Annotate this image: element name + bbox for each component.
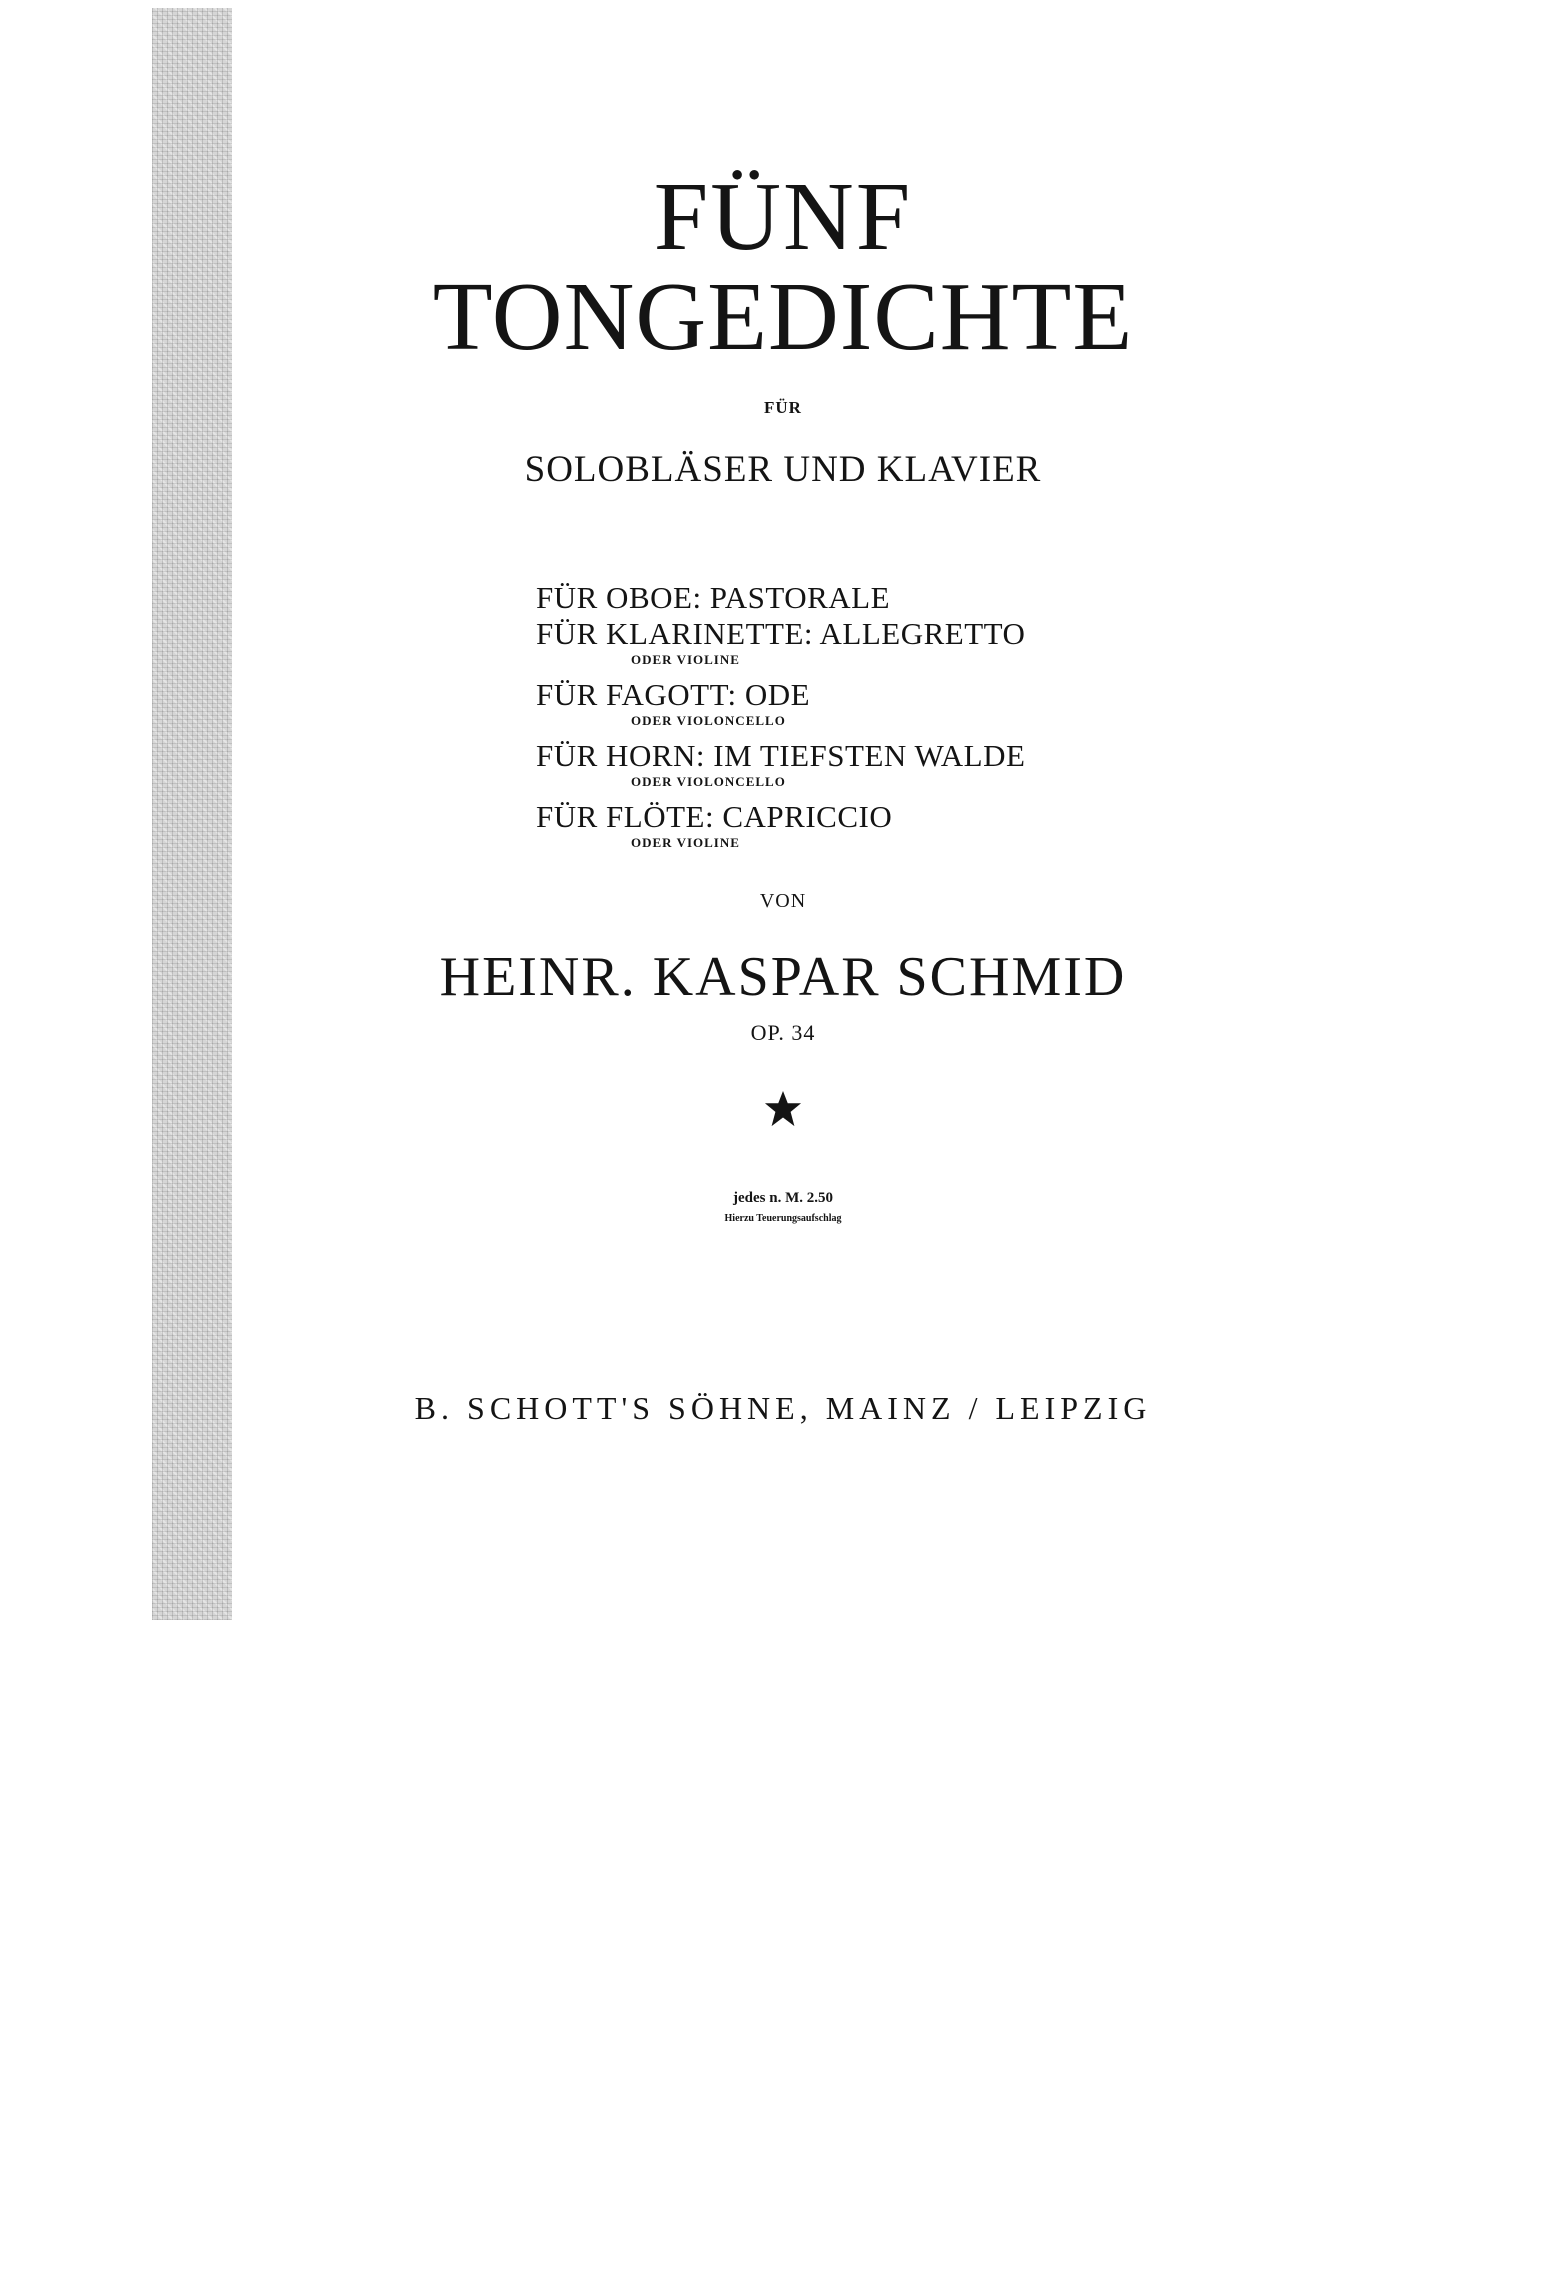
star-ornament-icon <box>764 1090 802 1128</box>
work-title: FÜR FAGOTT: ODE <box>536 677 811 712</box>
works-list <box>536 580 1025 860</box>
publisher-line: B. SCHOTT'S SÖHNE, MAINZ / LEIPZIG <box>414 1390 1152 1426</box>
subtitle: SOLOBLÄSER UND KLAVIER <box>524 449 1042 490</box>
fuer-label: FÜR <box>764 398 802 417</box>
work-alternative-instrument: ODER VIOLINE <box>631 652 740 667</box>
surcharge-note: Hierzu Teuerungsaufschlag <box>724 1213 842 1224</box>
work-item <box>536 616 1025 667</box>
work-alternative-instrument: ODER VIOLONCELLO <box>631 713 786 728</box>
work-title: FÜR OBOE: PASTORALE <box>536 580 891 615</box>
von-label: VON <box>759 890 807 912</box>
work-title: FÜR KLARINETTE: ALLEGRETTO <box>536 616 1026 651</box>
work-item <box>536 580 1025 616</box>
price-note: jedes n. M. 2.50 <box>733 1190 833 1206</box>
work-item <box>536 799 1025 850</box>
title-line-1: FÜNF <box>653 163 913 271</box>
work-title: FÜR HORN: IM TIEFSTEN WALDE <box>536 738 1026 773</box>
work-item <box>536 738 1025 789</box>
work-item <box>536 677 1025 728</box>
composer-name: HEINR. KASPAR SCHMID <box>439 946 1127 1008</box>
work-alternative-instrument: ODER VIOLINE <box>631 835 740 850</box>
opus-number: OP. 34 <box>750 1020 816 1045</box>
title-line-2: TONGEDICHTE <box>432 263 1134 371</box>
work-title: FÜR FLÖTE: CAPRICCIO <box>536 799 893 834</box>
work-alternative-instrument: ODER VIOLONCELLO <box>631 774 786 789</box>
